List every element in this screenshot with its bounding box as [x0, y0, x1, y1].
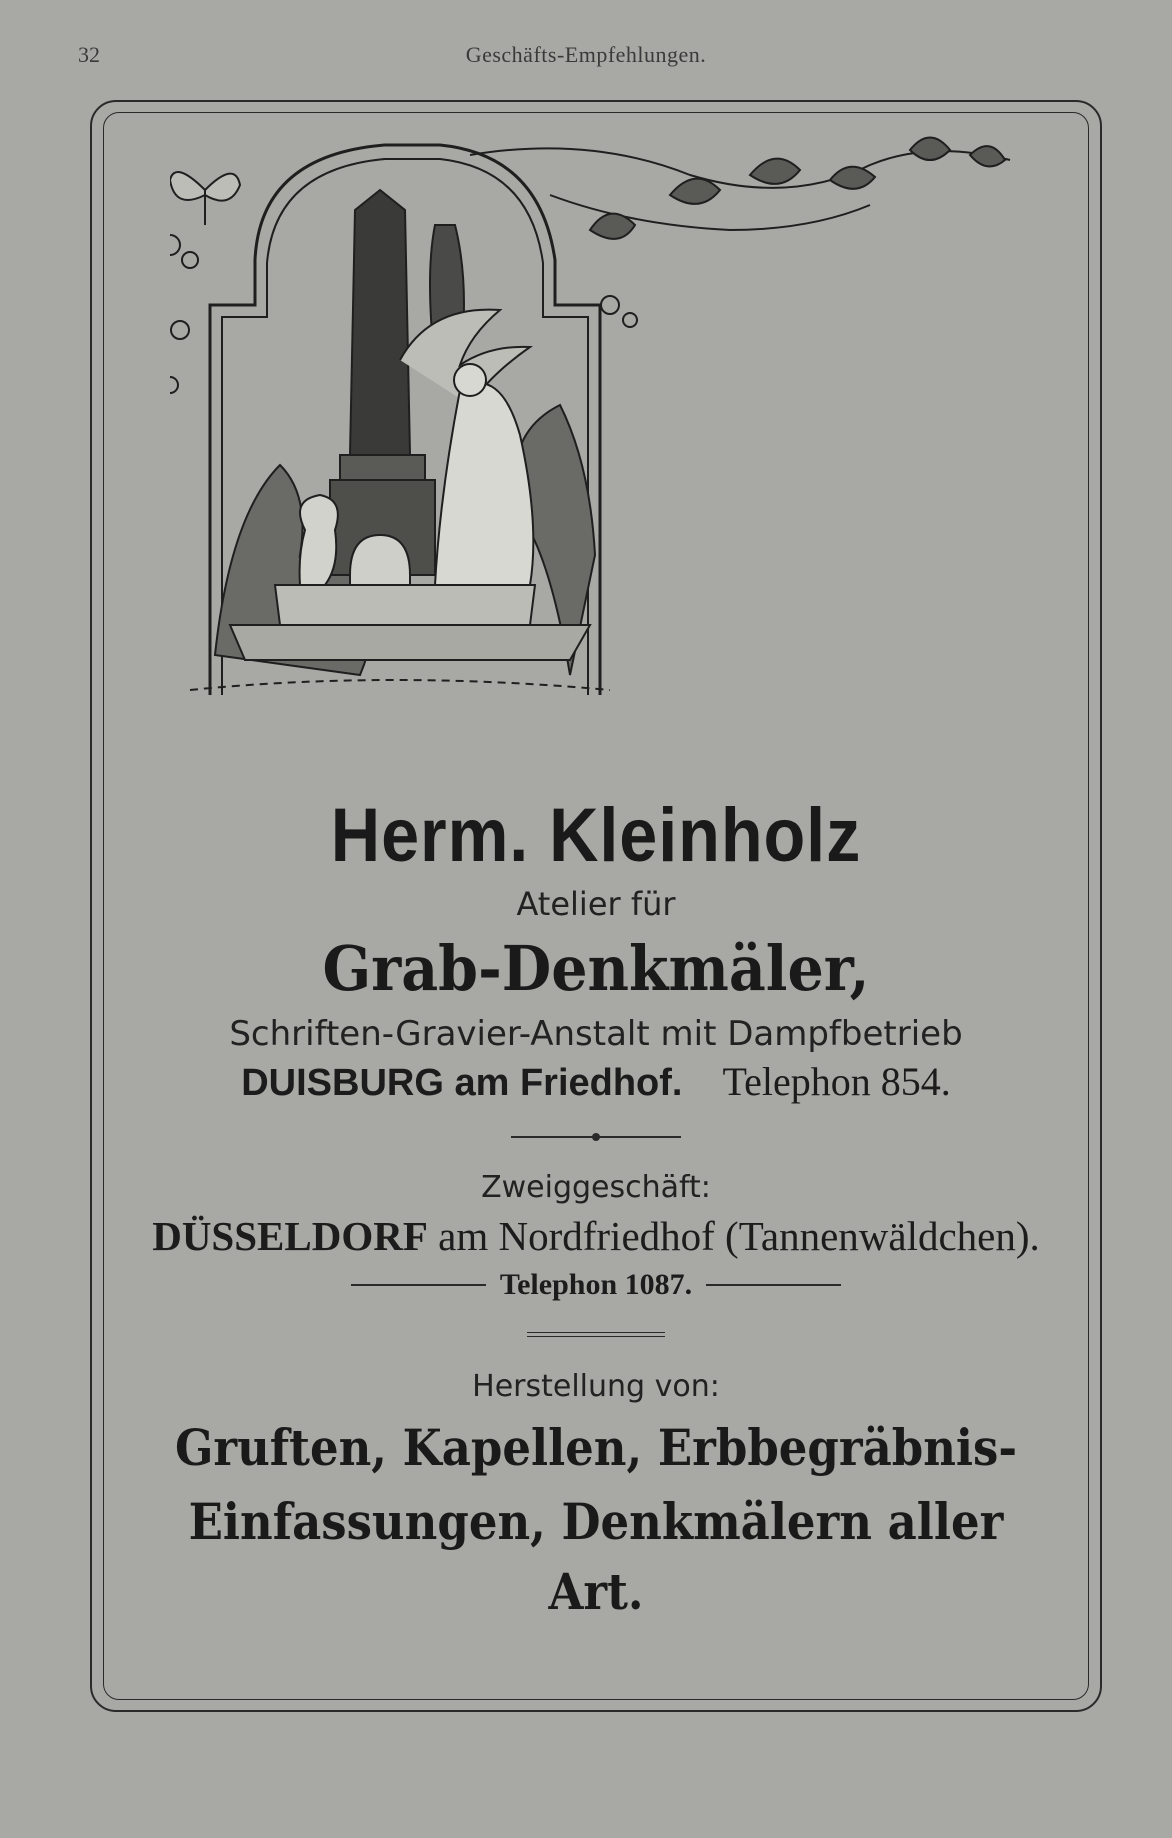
- main-address: [103, 1056, 1089, 1109]
- subtitle-line: Schriften-Gravier-Anstalt mit Dampfbetrieb: [229, 1014, 963, 1054]
- branch-address: [103, 1210, 1089, 1262]
- rule-right: [706, 1284, 841, 1286]
- cemetery-angel-illustration: [170, 135, 1050, 785]
- branch-label: Zweiggeschäft:: [481, 1170, 711, 1205]
- branch-phone: Telephon 1087.: [499, 1268, 693, 1301]
- branch-phone-row: [103, 1268, 1089, 1302]
- rule-left: [351, 1284, 486, 1286]
- main-address-city: DUISBURG am Friedhof.: [241, 1062, 683, 1104]
- main-address-phone: Telephon 854.: [722, 1059, 951, 1104]
- atelier-line: Atelier für: [516, 885, 676, 923]
- page-header: [0, 42, 1172, 72]
- double-rule-divider: [527, 1332, 665, 1337]
- advertisement-body: [103, 790, 1089, 1627]
- company-name: Herm. Kleinholz: [330, 793, 862, 878]
- services-label: Herstellung von:: [472, 1369, 720, 1404]
- services-line-2: Einfassungen, Denkmälern aller Art.: [188, 1492, 1004, 1621]
- branch-city: DÜSSELDORF: [152, 1213, 428, 1259]
- running-title: Geschäfts-Empfehlungen.: [465, 42, 707, 67]
- main-service-heading: Grab-Denkmäler,: [322, 932, 870, 1005]
- divider-ornament: [511, 1131, 681, 1143]
- page-number: 32: [78, 42, 100, 67]
- services-line-1: Gruften, Kapellen, Erbbegräbnis-: [174, 1418, 1018, 1477]
- branch-location: am Nordfriedhof (Tannenwäldchen).: [438, 1213, 1040, 1259]
